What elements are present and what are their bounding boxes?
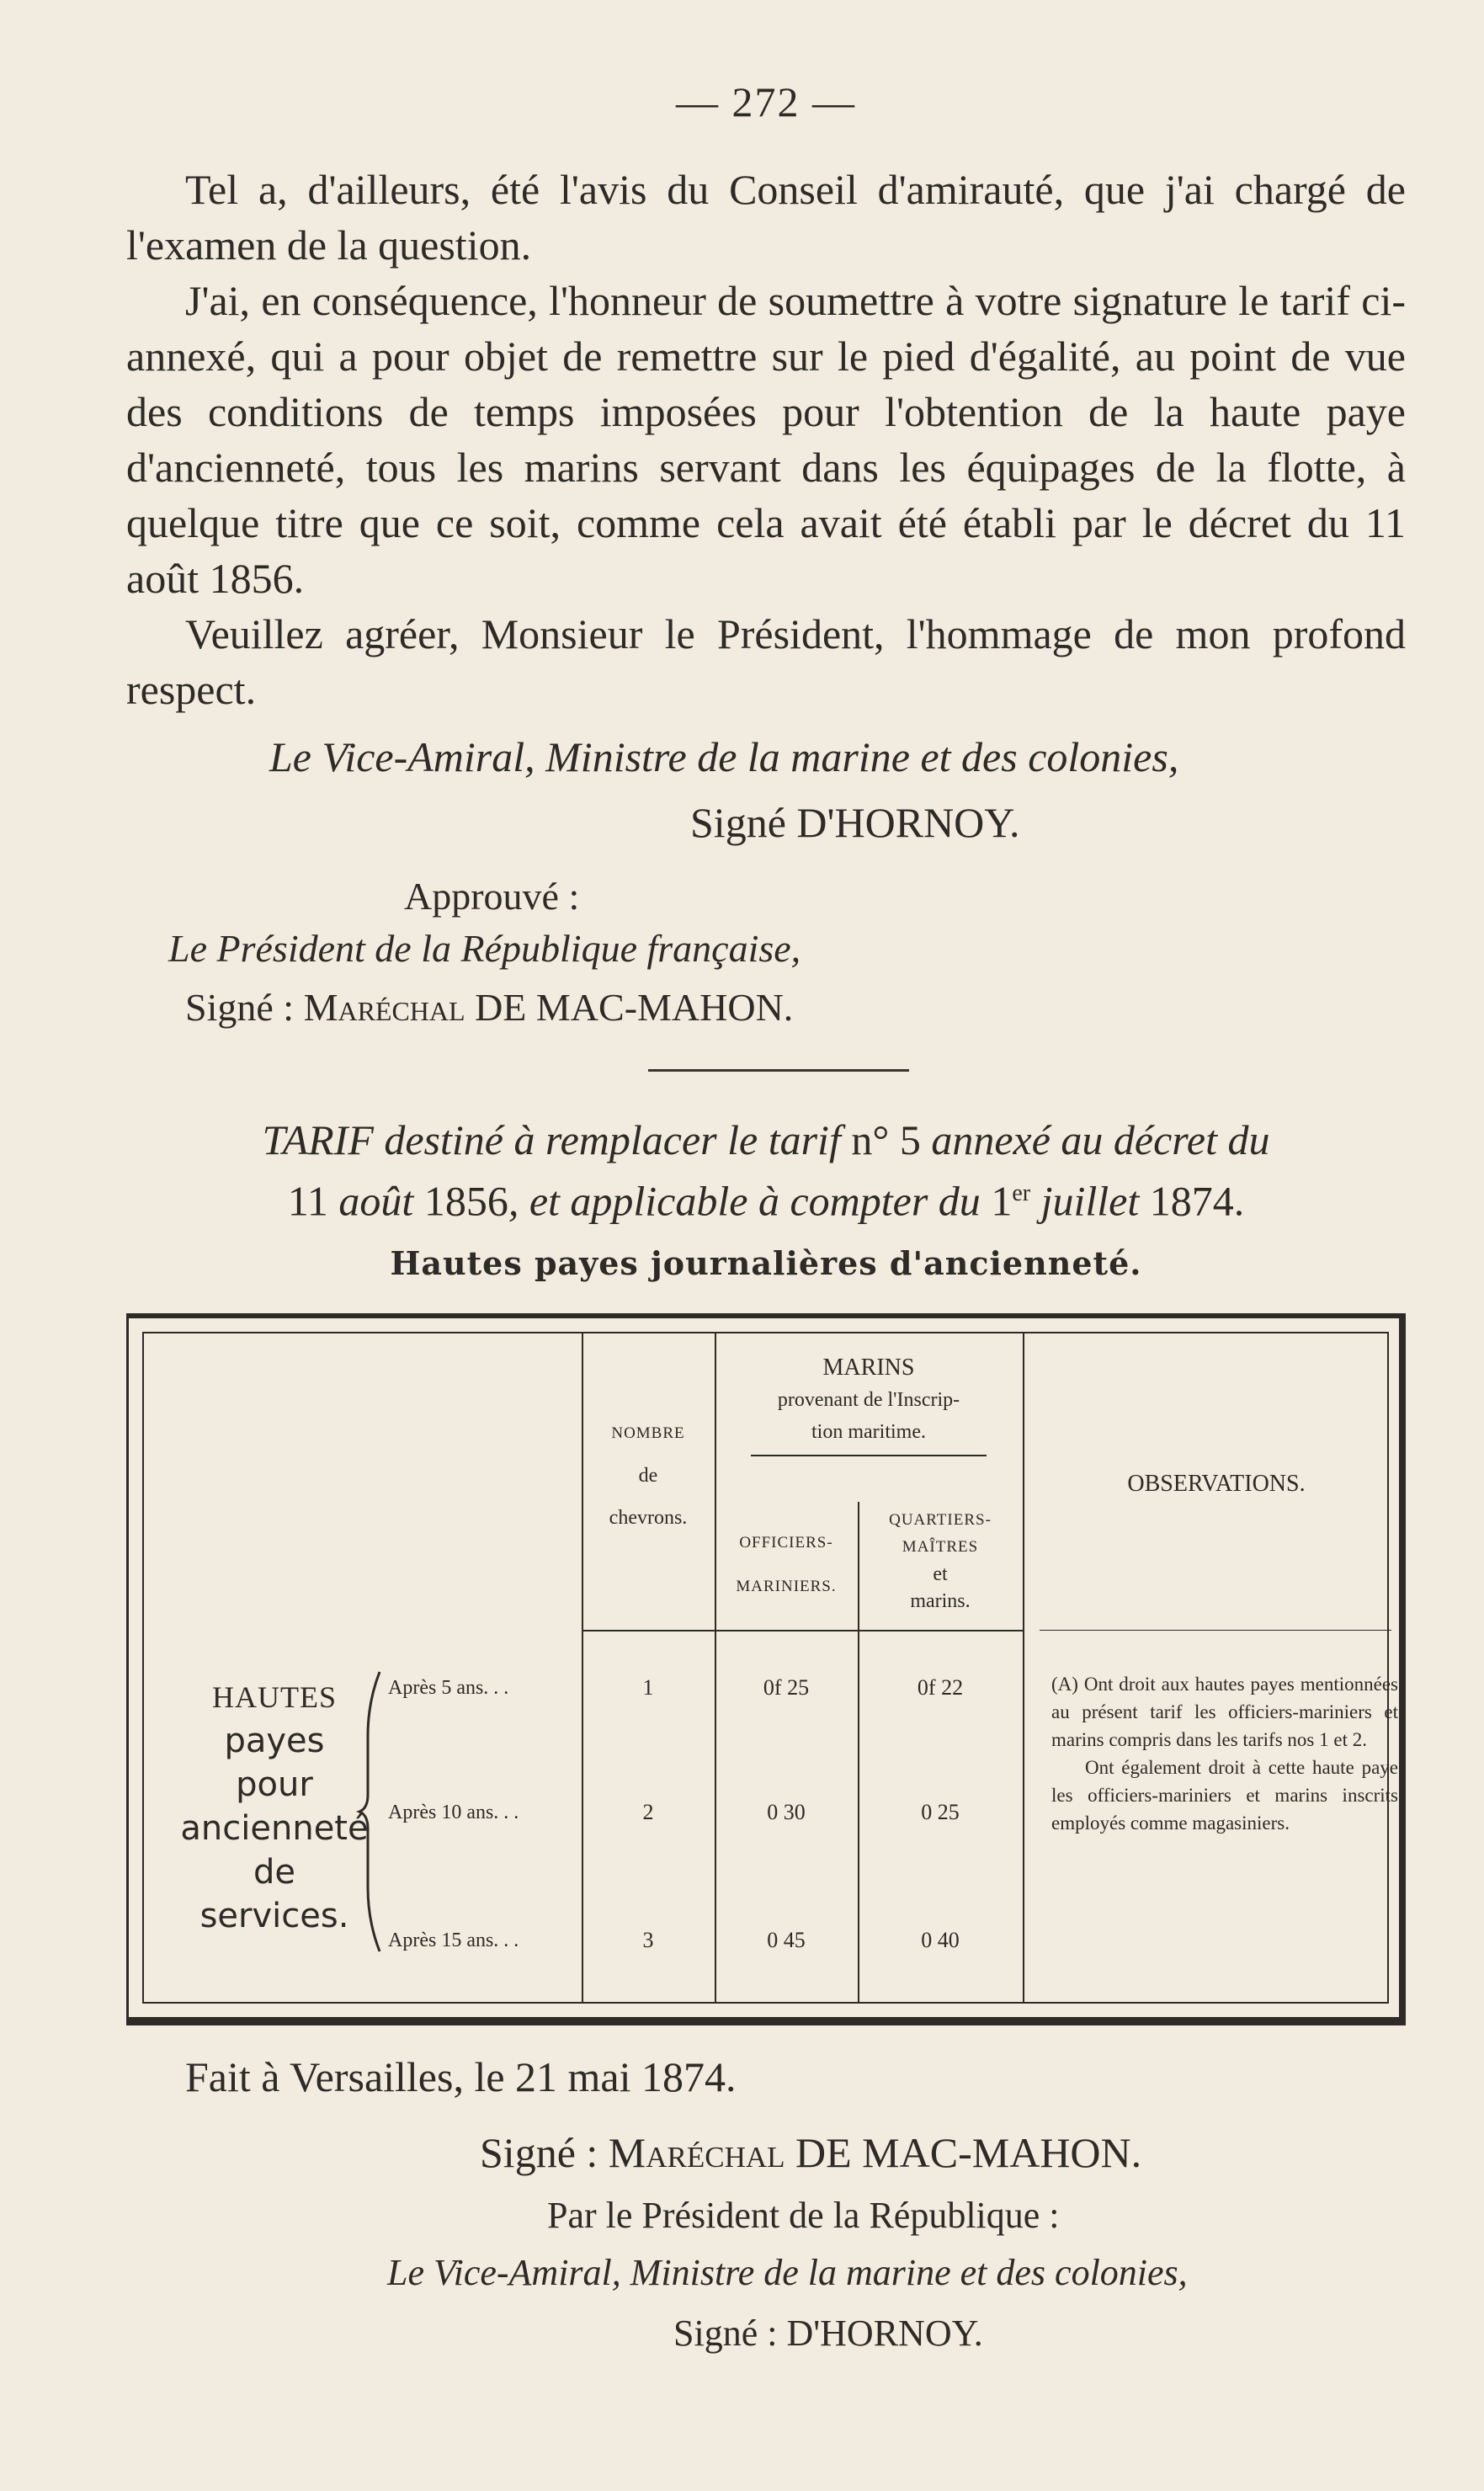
observation-1: (A) Ont droit aux hautes payes mentionnées au présent tarif les officiers-mariniers et marins compris dans les tarifs nos 1 et 2.	[1051, 1674, 1398, 1750]
minister-signature: Signé D'HORNOY.	[690, 799, 1020, 846]
group-label-line-1: HAUTES	[212, 1680, 337, 1714]
footer-minister: Le Vice-Amiral, Ministre de la marine et des colonies,	[387, 2252, 1188, 2293]
group-label-line-6: services.	[199, 1897, 349, 1935]
group-label-line-5: de	[253, 1853, 295, 1892]
header-officiers-text-1: OFFICIERS-	[739, 1534, 833, 1552]
header-chevrons-text: chevrons.	[609, 1507, 688, 1529]
group-label	[178, 1675, 371, 1938]
header-marins	[715, 1352, 1023, 1456]
tarif-sup: er	[1012, 1180, 1031, 1206]
col-line-4	[1023, 1333, 1024, 2002]
tarif-text-2: annexé au décret du	[920, 1116, 1270, 1163]
obs-header-underline	[1040, 1630, 1391, 1631]
footer-signature	[480, 2128, 1484, 2177]
header-nombre	[582, 1418, 715, 1534]
header-de-text: de	[638, 1465, 658, 1487]
row-1-chevrons: 1	[642, 1675, 654, 1700]
approval-label: Approuvé :	[404, 875, 580, 918]
tarif-text-3: août	[327, 1177, 424, 1225]
observations-text	[1051, 1670, 1398, 1837]
row-2-chevrons: 2	[642, 1800, 654, 1824]
tarif-num: n° 5	[851, 1116, 921, 1163]
row-3-chevrons: 3	[642, 1928, 654, 1952]
tarif-text-4: , et applicable à compter du	[508, 1177, 992, 1225]
header-officiers	[715, 1527, 858, 1603]
header-qm-text-3: et	[933, 1563, 948, 1585]
tarif-text-5: juillet	[1030, 1177, 1150, 1225]
paragraph-2: J'ai, en conséquence, l'honneur de soumettre à votre signature le tarif ci-annexé, qui a pour objet de remettre sur le pied d'égalité, au point de vue des conditions de temps imposées pour l'obtention de la haute paye d'ancienneté, tous les marins servant dans les équipages de la flotte, à quelque titre que ce soit, comme cela avait été établi par le décret du 11 août 1856.	[126, 277, 1406, 602]
tarif-table	[126, 1313, 1406, 2025]
row-1-qm: 0f 22	[917, 1675, 964, 1700]
row-label-2: Après 10 ans. . .	[388, 1802, 519, 1823]
header-officiers-text-2: MARINIERS.	[736, 1578, 837, 1595]
group-label-line-3: pour	[236, 1765, 313, 1804]
row-2-qm: 0 25	[921, 1800, 960, 1824]
footer-by-president: Par le Président de la République :	[547, 2195, 1060, 2236]
row-3-officiers: 0 45	[767, 1928, 806, 1952]
tarif-text-1: destiné à remplacer le tarif	[373, 1116, 852, 1163]
header-nombre-text: NOMBRE	[611, 1424, 685, 1442]
group-label-line-4: ancienneté	[180, 1809, 369, 1848]
header-underline	[582, 1630, 1023, 1631]
group-label-line-2: payes	[224, 1722, 325, 1760]
header-qm-text-1: QUARTIERS-	[889, 1511, 992, 1529]
footer-signed-hornoy: Signé : D'HORNOY.	[673, 2313, 983, 2354]
footer-signed-name: Maréchal DE MAC-MAHON.	[608, 2129, 1142, 2176]
header-provenant-text: provenant de l'Inscrip-	[777, 1389, 960, 1411]
tarif-end: .	[1233, 1177, 1245, 1225]
separator-rule	[648, 1069, 909, 1072]
header-marins-rule	[751, 1455, 987, 1456]
tarif-word: TARIF	[262, 1116, 374, 1163]
approval-signature	[185, 985, 1465, 1030]
tarif-year-2: 1874	[1149, 1177, 1234, 1225]
paragraph-3: Veuillez agréer, Monsieur le Président, l'hommage de mon profond respect.	[126, 610, 1406, 713]
minister-title: Le Vice-Amiral, Ministre de la marine et des colonies,	[269, 733, 1179, 780]
approval-signed-prefix: Signé :	[185, 986, 304, 1029]
observation-2: Ont également droit à cette haute paye les officiers-mariniers et marins inscrits employés comme magasiniers.	[1051, 1757, 1398, 1834]
table-inner-frame	[142, 1332, 1398, 2004]
header-qm-text-2: MAÎTRES	[902, 1538, 979, 1556]
approval-president: Le Président de la République française,	[168, 927, 801, 970]
tarif-year-1: 1856	[423, 1177, 508, 1225]
row-3-qm: 0 40	[921, 1928, 960, 1952]
brace-icon	[354, 1669, 383, 1955]
page-number: — 272 —	[676, 78, 856, 125]
table-subheading: Hautes payes journalières d'ancienneté.	[390, 1244, 1142, 1282]
paragraph-1: Tel a, d'ailleurs, été l'avis du Conseil d'amirauté, que j'ai chargé de l'examen de la question.	[126, 166, 1406, 269]
header-quartiers	[858, 1507, 1023, 1615]
header-observations: OBSERVATIONS.	[1127, 1471, 1306, 1497]
tarif-day-2: 1	[991, 1177, 1013, 1225]
header-qm-text-4: marins.	[910, 1590, 971, 1612]
header-marins-text: MARINS	[822, 1355, 915, 1381]
letter-body	[126, 162, 1406, 717]
row-label-1: Après 5 ans. . .	[388, 1677, 509, 1699]
tarif-heading	[126, 1113, 1406, 1228]
row-1-officiers: 0f 25	[763, 1675, 810, 1700]
header-tion-text: tion maritime.	[811, 1421, 926, 1443]
approval-signed-name: Maréchal DE MAC-MAHON.	[303, 986, 794, 1029]
tarif-date-1: 11	[287, 1177, 328, 1225]
footer-place-date: Fait à Versailles, le 21 mai 1874.	[185, 2053, 737, 2100]
row-2-officiers: 0 30	[767, 1800, 806, 1824]
row-label-3: Après 15 ans. . .	[388, 1929, 519, 1951]
footer-signed-prefix: Signé :	[480, 2129, 609, 2176]
